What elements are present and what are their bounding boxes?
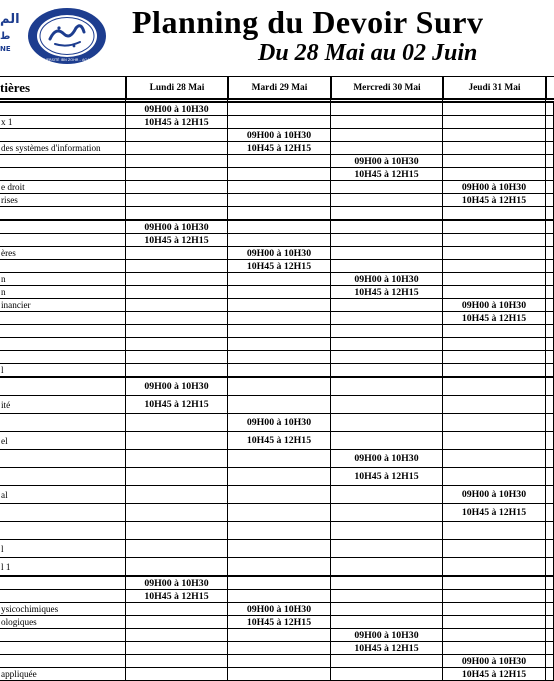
subject-cell [0, 450, 126, 468]
time-slot-cell [228, 468, 331, 486]
time-slot-cell: 09H00 à 10H30 [228, 414, 331, 432]
time-slot-cell [443, 155, 546, 168]
time-slot-cell [331, 351, 443, 364]
time-slot-cell [331, 181, 443, 194]
extra-column-cell [546, 312, 554, 325]
extra-column-cell [546, 642, 554, 655]
subject-cell: el [0, 432, 126, 450]
subject-cell [0, 221, 126, 234]
time-slot-cell [331, 312, 443, 325]
time-slot-cell [126, 286, 228, 299]
time-slot-cell [443, 590, 546, 603]
subject-cell [0, 414, 126, 432]
time-slot-cell: 09H00 à 10H30 [126, 378, 228, 396]
time-slot-cell [228, 378, 331, 396]
time-slot-cell [126, 142, 228, 155]
subject-cell [0, 590, 126, 603]
time-slot-cell: 09H00 à 10H30 [126, 577, 228, 590]
time-slot-cell [331, 116, 443, 129]
extra-column-cell [546, 616, 554, 629]
time-slot-cell [443, 522, 546, 540]
time-slot-cell: 09H00 à 10H30 [331, 273, 443, 286]
extra-column-cell [546, 432, 554, 450]
extra-column-cell [546, 194, 554, 207]
time-slot-cell [443, 396, 546, 414]
time-slot-cell [126, 629, 228, 642]
subject-cell: l [0, 364, 126, 377]
time-slot-cell: 10H45 à 12H15 [228, 432, 331, 450]
time-slot-cell [331, 396, 443, 414]
extra-column-cell [546, 396, 554, 414]
extra-column-cell [546, 260, 554, 273]
time-slot-cell [443, 577, 546, 590]
time-slot-cell [443, 273, 546, 286]
subject-cell: al [0, 486, 126, 504]
time-slot-cell [331, 577, 443, 590]
time-slot-cell [228, 299, 331, 312]
time-slot-cell: 10H45 à 12H15 [126, 396, 228, 414]
time-slot-cell: 10H45 à 12H15 [443, 312, 546, 325]
time-slot-cell: 09H00 à 10H30 [228, 603, 331, 616]
time-slot-cell [126, 260, 228, 273]
subject-cell [0, 378, 126, 396]
time-slot-cell [443, 558, 546, 576]
subject-cell [0, 504, 126, 522]
extra-column-cell [546, 273, 554, 286]
time-slot-cell [228, 486, 331, 504]
subject-cell [0, 168, 126, 181]
time-slot-cell [331, 522, 443, 540]
column-divider [330, 76, 331, 681]
extra-column-cell [546, 181, 554, 194]
time-slot-cell [126, 325, 228, 338]
time-slot-cell [126, 642, 228, 655]
header-day-3: Mercredi 30 Mai [331, 76, 443, 100]
time-slot-cell: 09H00 à 10H30 [228, 247, 331, 260]
subject-cell [0, 155, 126, 168]
subject-cell [0, 103, 126, 116]
time-slot-cell [228, 504, 331, 522]
extra-column-cell [546, 286, 554, 299]
subject-cell: inancier [0, 299, 126, 312]
column-divider [545, 76, 546, 681]
extra-column-cell [546, 468, 554, 486]
time-slot-cell [126, 155, 228, 168]
time-slot-cell: 09H00 à 10H30 [126, 221, 228, 234]
time-slot-cell [126, 450, 228, 468]
subject-cell [0, 629, 126, 642]
time-slot-cell: 10H45 à 12H15 [443, 194, 546, 207]
page-subtitle: Du 28 Mai au 02 Juin [258, 40, 478, 66]
time-slot-cell [443, 234, 546, 247]
time-slot-cell: 09H00 à 10H30 [443, 181, 546, 194]
time-slot-cell: 10H45 à 12H15 [126, 234, 228, 247]
time-slot-cell: 09H00 à 10H30 [228, 129, 331, 142]
time-slot-cell: 09H00 à 10H30 [443, 486, 546, 504]
time-slot-cell [126, 522, 228, 540]
extra-column-cell [546, 378, 554, 396]
time-slot-cell [331, 414, 443, 432]
time-slot-cell [126, 351, 228, 364]
time-slot-cell: 10H45 à 12H15 [126, 116, 228, 129]
subject-cell [0, 522, 126, 540]
time-slot-cell [126, 432, 228, 450]
time-slot-cell [228, 103, 331, 116]
extra-column-cell [546, 629, 554, 642]
extra-column-cell [546, 221, 554, 234]
time-slot-cell: 10H45 à 12H15 [443, 504, 546, 522]
subject-cell: n [0, 273, 126, 286]
subject-cell [0, 351, 126, 364]
subject-cell: l 1 [0, 558, 126, 576]
time-slot-cell [443, 103, 546, 116]
time-slot-cell [443, 378, 546, 396]
time-slot-cell [443, 540, 546, 558]
time-slot-cell [331, 616, 443, 629]
time-slot-cell [443, 338, 546, 351]
column-divider [125, 76, 126, 681]
time-slot-cell [331, 486, 443, 504]
subject-cell: des systèmes d'information [0, 142, 126, 155]
time-slot-cell [331, 668, 443, 681]
time-slot-cell [126, 299, 228, 312]
time-slot-cell: 10H45 à 12H15 [228, 260, 331, 273]
time-slot-cell: 10H45 à 12H15 [228, 142, 331, 155]
time-slot-cell [331, 590, 443, 603]
subject-cell [0, 338, 126, 351]
time-slot-cell [331, 247, 443, 260]
time-slot-cell [126, 504, 228, 522]
subject-cell: ologiques [0, 616, 126, 629]
subject-cell [0, 655, 126, 668]
extra-column-cell [546, 450, 554, 468]
extra-column-cell [546, 655, 554, 668]
extra-column-cell [546, 103, 554, 116]
time-slot-cell [126, 414, 228, 432]
time-slot-cell: 09H00 à 10H30 [443, 655, 546, 668]
time-slot-cell [228, 540, 331, 558]
time-slot-cell [331, 378, 443, 396]
subject-cell: rises [0, 194, 126, 207]
time-slot-cell [443, 468, 546, 486]
time-slot-cell [228, 351, 331, 364]
schedule-table [0, 76, 554, 680]
time-slot-cell [126, 540, 228, 558]
time-slot-cell [228, 168, 331, 181]
header-day-extra [546, 76, 554, 100]
time-slot-cell [443, 432, 546, 450]
logo-arabic-text: الم [0, 12, 20, 27]
time-slot-cell: 10H45 à 12H15 [443, 668, 546, 681]
time-slot-cell [331, 234, 443, 247]
time-slot-cell [331, 260, 443, 273]
extra-column-cell [546, 299, 554, 312]
column-divider [442, 76, 443, 681]
extra-column-cell [546, 338, 554, 351]
extra-column-cell [546, 351, 554, 364]
time-slot-cell [228, 116, 331, 129]
time-slot-cell [228, 590, 331, 603]
extra-column-cell [546, 325, 554, 338]
subject-cell: l [0, 540, 126, 558]
time-slot-cell [443, 247, 546, 260]
column-divider [227, 76, 228, 681]
subject-cell [0, 577, 126, 590]
time-slot-cell: 09H00 à 10H30 [331, 155, 443, 168]
time-slot-cell [331, 129, 443, 142]
time-slot-cell [126, 668, 228, 681]
time-slot-cell [228, 338, 331, 351]
subject-cell: n [0, 286, 126, 299]
time-slot-cell [228, 450, 331, 468]
time-slot-cell [331, 142, 443, 155]
logo-fragment-1: ط [0, 31, 11, 42]
time-slot-cell [443, 642, 546, 655]
time-slot-cell: 10H45 à 12H15 [331, 642, 443, 655]
time-slot-cell [331, 299, 443, 312]
time-slot-cell [228, 642, 331, 655]
time-slot-cell [228, 668, 331, 681]
time-slot-cell [228, 286, 331, 299]
extra-column-cell [546, 504, 554, 522]
time-slot-cell: 10H45 à 12H15 [331, 168, 443, 181]
subject-cell [0, 642, 126, 655]
seal-text: UNIVERSITÉ IBN ZOHR - AGADIR [38, 58, 96, 62]
extra-column-cell [546, 590, 554, 603]
time-slot-cell [331, 338, 443, 351]
subject-cell [0, 468, 126, 486]
time-slot-cell [443, 414, 546, 432]
time-slot-cell [331, 603, 443, 616]
subject-cell [0, 129, 126, 142]
time-slot-cell [126, 312, 228, 325]
time-slot-cell [443, 142, 546, 155]
time-slot-cell: 10H45 à 12H15 [228, 616, 331, 629]
subject-cell: x 1 [0, 116, 126, 129]
time-slot-cell [228, 522, 331, 540]
extra-column-cell [546, 558, 554, 576]
time-slot-cell [228, 577, 331, 590]
time-slot-cell [228, 558, 331, 576]
time-slot-cell [126, 129, 228, 142]
time-slot-cell [443, 629, 546, 642]
extra-column-cell [546, 577, 554, 590]
time-slot-cell [126, 486, 228, 504]
extra-column-cell [546, 486, 554, 504]
time-slot-cell [443, 325, 546, 338]
time-slot-cell [443, 221, 546, 234]
subject-cell: appliquée [0, 668, 126, 681]
time-slot-cell [126, 247, 228, 260]
time-slot-cell [126, 273, 228, 286]
page-header [0, 0, 554, 74]
subject-cell [0, 234, 126, 247]
time-slot-cell [228, 221, 331, 234]
header-day-4: Jeudi 31 Mai [443, 76, 546, 100]
time-slot-cell [443, 286, 546, 299]
time-slot-cell [126, 655, 228, 668]
time-slot-cell [126, 616, 228, 629]
time-slot-cell [331, 655, 443, 668]
time-slot-cell: 09H00 à 10H30 [331, 450, 443, 468]
time-slot-cell [443, 260, 546, 273]
extra-column-cell [546, 234, 554, 247]
time-slot-cell [331, 558, 443, 576]
time-slot-cell [126, 558, 228, 576]
extra-column-cell [546, 247, 554, 260]
time-slot-cell: 09H00 à 10H30 [443, 299, 546, 312]
time-slot-cell [228, 396, 331, 414]
subject-cell: e droit [0, 181, 126, 194]
subject-cell [0, 312, 126, 325]
extra-column-cell [546, 522, 554, 540]
header-matieres: tières [0, 76, 126, 100]
time-slot-cell [126, 338, 228, 351]
subject-cell: ères [0, 247, 126, 260]
subject-cell [0, 260, 126, 273]
time-slot-cell [126, 194, 228, 207]
time-slot-cell [228, 155, 331, 168]
extra-column-cell [546, 142, 554, 155]
time-slot-cell [331, 194, 443, 207]
time-slot-cell [228, 181, 331, 194]
time-slot-cell [228, 629, 331, 642]
time-slot-cell [228, 325, 331, 338]
extra-column-cell [546, 129, 554, 142]
logo-fragment-2: NE [0, 45, 11, 53]
subject-cell [0, 325, 126, 338]
time-slot-cell [443, 616, 546, 629]
time-slot-cell [228, 312, 331, 325]
time-slot-cell [443, 116, 546, 129]
time-slot-cell [228, 234, 331, 247]
time-slot-cell [228, 655, 331, 668]
time-slot-cell [331, 325, 443, 338]
time-slot-cell [126, 181, 228, 194]
time-slot-cell [331, 432, 443, 450]
time-slot-cell [331, 103, 443, 116]
extra-column-cell [546, 603, 554, 616]
extra-column-cell [546, 168, 554, 181]
extra-column-cell [546, 668, 554, 681]
time-slot-cell: 10H45 à 12H15 [331, 286, 443, 299]
time-slot-cell [126, 168, 228, 181]
time-slot-cell [126, 468, 228, 486]
time-slot-cell: 09H00 à 10H30 [331, 629, 443, 642]
university-seal-icon [26, 6, 108, 66]
time-slot-cell [228, 194, 331, 207]
page-title: Planning du Devoir Surv [132, 4, 484, 40]
time-slot-cell [443, 603, 546, 616]
time-slot-cell: 09H00 à 10H30 [126, 103, 228, 116]
time-slot-cell [126, 603, 228, 616]
extra-column-cell [546, 414, 554, 432]
time-slot-cell [443, 168, 546, 181]
time-slot-cell [331, 221, 443, 234]
time-slot-cell [228, 273, 331, 286]
subject-cell: ité [0, 396, 126, 414]
time-slot-cell [443, 351, 546, 364]
subject-cell: ysicochimiques [0, 603, 126, 616]
header-day-2: Mardi 29 Mai [228, 76, 331, 100]
header-day-1: Lundi 28 Mai [126, 76, 228, 100]
time-slot-cell [443, 129, 546, 142]
extra-column-cell [546, 540, 554, 558]
time-slot-cell: 10H45 à 12H15 [331, 468, 443, 486]
time-slot-cell [331, 540, 443, 558]
time-slot-cell: 10H45 à 12H15 [126, 590, 228, 603]
time-slot-cell [443, 450, 546, 468]
extra-column-cell [546, 116, 554, 129]
extra-column-cell [546, 155, 554, 168]
time-slot-cell [331, 504, 443, 522]
